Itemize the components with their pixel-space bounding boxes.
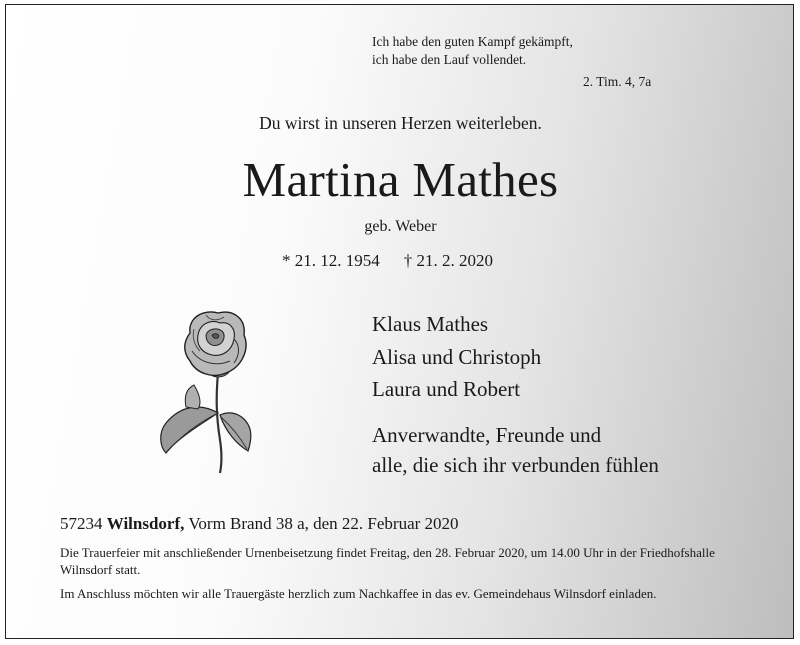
- verse-line-2: ich habe den Lauf vollendet.: [372, 52, 527, 67]
- life-dates: [282, 251, 493, 271]
- relatives-line-1: Anverwandte, Freunde und: [372, 423, 602, 447]
- family-member: Alisa und Christoph: [372, 344, 542, 369]
- place-date-line: [60, 514, 459, 534]
- relatives-line-2: alle, die sich ihr verbunden fühlen: [372, 453, 659, 477]
- obituary-card: [5, 4, 794, 639]
- coffee-notice: Im Anschluss möchten wir alle Trauergäste herzlich zum Nachkaffee in das ev. Gemeindehaus Wilnsdorf einladen.: [60, 586, 657, 601]
- relatives-text: [372, 420, 659, 480]
- verse-line-1: Ich habe den guten Kampf gekämpft,: [372, 34, 573, 49]
- motto: Du wirst in unseren Herzen weiterleben.: [259, 113, 542, 133]
- ceremony-notice: Die Trauerfeier mit anschließender Urnenbeisetzung findet Freitag, den 28. Februar 2020, um 14.00 Uhr in der Friedhofshalle Wilnsdorf statt.: [60, 545, 715, 577]
- town-name: Wilnsdorf,: [106, 514, 185, 533]
- family-member: Laura und Robert: [372, 377, 521, 401]
- address-date: Vorm Brand 38 a, den 22. Februar 2020: [188, 514, 459, 533]
- family-list: [372, 308, 541, 406]
- death-date: † 21. 2. 2020: [403, 251, 493, 270]
- deceased-name: Martina Mathes: [242, 152, 559, 207]
- bible-verse: [372, 33, 573, 69]
- postal-code: 57234: [60, 514, 103, 533]
- birth-name: geb. Weber: [364, 218, 437, 235]
- rose-icon: [146, 305, 256, 475]
- family-member: Klaus Mathes: [372, 312, 489, 336]
- verse-reference: 2. Tim. 4, 7a: [583, 74, 652, 89]
- birth-date: * 21. 12. 1954: [282, 251, 380, 270]
